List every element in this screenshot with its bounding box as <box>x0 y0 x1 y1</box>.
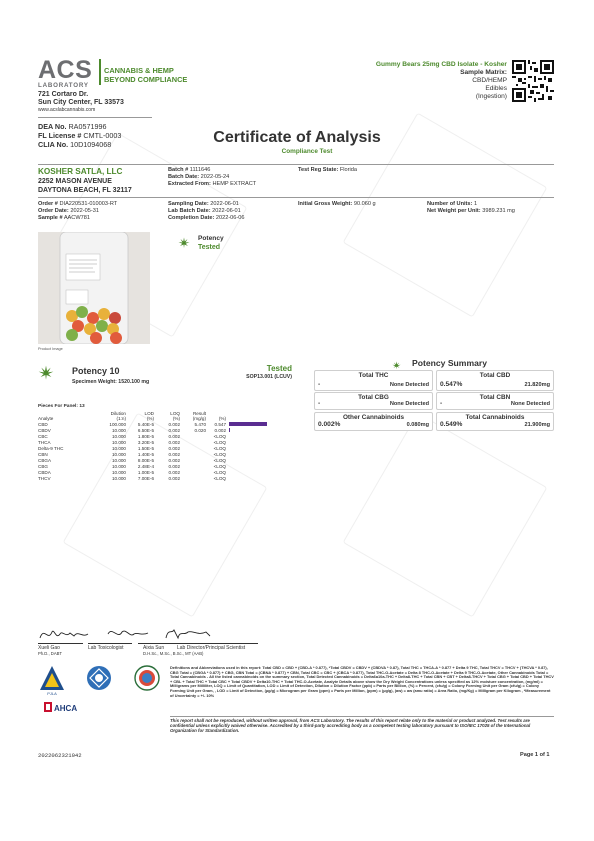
product-header <box>376 61 507 101</box>
total-cannabinoids-label: Total Cannabinoids <box>465 414 525 421</box>
potency10-status: Tested <box>266 364 292 373</box>
percent-cell: <LOQ <box>213 452 226 458</box>
percent-cell: <LOQ <box>213 439 226 445</box>
definitions-text: Definitions and Abbreviations used in this report: Total CBD = CBD + (CBD-A * 0.877), *Total CBDV = CBDV + (CBDVA * 0.87), Total THC = THCA-A * 0.877 + Delta 9 THC, Total THCV = THCV + (THCVA * 0.87), CBG Total = (CBGA * 0.877) + CBG, CBN Total = (CBNA * 0.877) + CBN, Total CBC = CBC + (CBCA * 0.877), Total THC-O-Acetate = Delta 8 THC-O-Acetate + Delta 9 THC-O-Acetate, Other Cannabinoids Total = Total Cannabinoids - All the listed cannabinoids on the summary section, Total Detected Cannabinoids = Delta6a10a-THC + Delta8-THC + Total CBN + CBT + Delta8-THCV + Total CBG + Total CBD + Total THCV + CBL + Total THC + Total CBC + Total CBDV + Delta10-THC + Total THC-O-Acetate, Analyte Details above show the Dry Weight Concentrations unless specified as 12% moisture concentration, (mg/ml) = Milligrams per Milliliter, LOQ = Limit of Quantitation, LOD = Limit of Detection, Dilution = Dilution Factor (ppb) = Parts per Billion, (%) = Percent, (cfu/g) = Colony Forming Unit per Gram (cfu/g) = Colony Forming Unit per Gram, , LOD = Limit of Detection, (µg/g) = Microgram per Gram (ppm) = Parts per Million, (ppm) = (µg/g), (aw) = aw (amu ratio) = Area Ratio, (mg/Kg) = Milligram per Kilogram , *Measurement of Uncertainty = +/- 10% <box>170 665 554 698</box>
acs-logo <box>38 58 98 90</box>
percent-cell: <LOQ <box>213 458 226 464</box>
sample-matrix-3: (Ingestion) <box>475 93 507 100</box>
total-cbd-box <box>436 370 554 391</box>
order-block <box>38 201 117 221</box>
analyte-cell: CBD <box>38 421 48 427</box>
sample-number: Sample # AACW781 <box>38 214 90 221</box>
dilution-cell: 10.000 <box>111 470 126 476</box>
signer-2-role: Lab Director/Principal Scientist <box>177 645 246 651</box>
completion-date: Completion Date: 2022-06-06 <box>168 214 245 221</box>
result-cell <box>180 476 206 482</box>
logo-laboratory-text: LABORATORY <box>38 82 89 89</box>
dea-number: DEA No. RA0571996 <box>38 122 107 131</box>
potency-summary-title: Potency Summary <box>412 358 487 368</box>
page-number: Page 1 of 1 <box>520 752 550 758</box>
signatures-graphic <box>38 624 213 644</box>
loq-cell: 0.002 <box>168 464 180 470</box>
cannabis-leaf-icon <box>392 357 401 366</box>
signer-1-name: Xueli Gao <box>38 645 60 651</box>
lod-cell: 1.40E-5 <box>137 452 154 458</box>
specimen-weight: Specimen Weight: 1520.100 mg <box>72 379 150 385</box>
client-block <box>38 167 132 195</box>
loq-cell: 0.002 <box>168 421 180 427</box>
svg-text:AHCA: AHCA <box>54 704 78 713</box>
analyte-cell: Delta-9 THC <box>38 445 64 451</box>
other-cannabinoids-box <box>314 412 433 431</box>
other-cannabinoids-mg: 0.080mg <box>406 422 429 428</box>
loq-cell: 0.002 <box>168 476 180 482</box>
logo-tagline <box>104 66 187 84</box>
signature-line-2 <box>88 643 132 644</box>
dilution-cell: 100.000 <box>109 421 126 427</box>
page-title: Certificate of Analysis <box>213 129 381 146</box>
signer-2-name: Aixia Sun <box>143 645 165 651</box>
address-line1: 721 Cortaro Dr. <box>38 91 89 98</box>
total-thc-label: Total THC <box>358 372 389 379</box>
clia-number: CLIA No. 10D1094068 <box>38 140 112 149</box>
potency10-title: Potency 10 <box>72 366 120 376</box>
loq-cell: 0.002 <box>168 470 180 476</box>
client-city: DAYTONA BEACH, FL 32117 <box>38 187 132 194</box>
potency10-status-block <box>200 364 292 381</box>
signer-1 <box>38 645 62 657</box>
analyte-cell: CBC <box>38 433 48 439</box>
sampling-date: Sampling Date: 2022-06-01 <box>168 201 239 207</box>
potency-table <box>38 411 294 482</box>
potency10-sop: SOP13.001 (LCUV) <box>246 374 292 380</box>
potency-badge-status: Tested <box>198 244 221 251</box>
lod-cell: 7.00E-6 <box>137 476 154 482</box>
col-analyte: Analyte <box>38 416 54 421</box>
gross-weight: Initial Gross Weight: 90.060 g <box>298 201 376 207</box>
logo-divider <box>99 59 101 85</box>
signer-1-role: Lab Toxicologist <box>88 645 124 651</box>
loq-cell: 0.002 <box>168 439 180 445</box>
total-cbd-mg: 21.820mg <box>524 382 550 388</box>
product-name: Gummy Bears 25mg CBD Isolate - Kosher <box>375 61 507 68</box>
dilution-cell: 10.000 <box>111 458 126 464</box>
loq-cell: 0.002 <box>168 427 180 433</box>
ahca-logo <box>44 700 80 714</box>
order-number: Order # DIA220531-010003-RT <box>38 201 118 207</box>
total-cbn-mg: None Detected <box>510 401 550 407</box>
potency-badge <box>198 235 224 252</box>
batch-date: Batch Date: 2022-05-24 <box>168 173 230 180</box>
loq-cell: 0.002 <box>168 433 180 439</box>
percent-bar <box>229 428 230 432</box>
total-cbn-label: Total CBN <box>479 394 511 401</box>
loq-cell: 0.002 <box>168 445 180 451</box>
pieces-for-panel: Pieces For Panel: 13 <box>38 404 85 409</box>
watermark-shape <box>343 413 548 618</box>
lod-cell: 8.00E-5 <box>137 458 154 464</box>
percent-cell: 0.002 <box>214 427 226 433</box>
percent-cell: <LOQ <box>213 445 226 451</box>
dilution-cell: 10.000 <box>111 476 126 482</box>
sample-matrix-label: Sample Matrix: <box>460 69 507 76</box>
product-image <box>38 232 150 344</box>
lod-cell: 5.40E-5 <box>137 421 154 427</box>
total-cbd-label: Total CBD <box>479 372 511 379</box>
dilution-cell: 10.000 <box>111 445 126 451</box>
address-divider <box>38 117 152 118</box>
sample-matrix-1: CBD/HEMP <box>472 77 507 84</box>
tagline-line1: CANNABIS & HEMP <box>104 66 174 75</box>
cannabis-leaf-icon <box>38 365 54 381</box>
logo-acs-text: ACS <box>38 56 93 84</box>
analyte-cell: CBN <box>38 452 48 458</box>
col-bar <box>226 411 294 421</box>
total-cannabinoids-box <box>436 412 554 431</box>
analyte-cell: CBGA <box>38 458 52 464</box>
total-thc-box <box>314 370 433 391</box>
qr-code[interactable] <box>512 60 554 102</box>
signature-line-3 <box>138 643 258 644</box>
disclaimer-text: This report shall not be reproduced, without written approval, from ACS Laboratory. The results of this report relate only to the material or product analyzed. Test results are confidential unless explicitly waived otherwise. Accredited by a third-party accrediting body as a competent testing laboratory pursuant to ISO/IEC 17025 of the International Organization for Standardization. <box>170 718 531 734</box>
total-cbn-pct: - <box>440 400 443 407</box>
lod-cell: 2.48E-4 <box>137 464 154 470</box>
lab-website: www.acslabcannabis.com <box>38 107 96 114</box>
potency-badge-title: Potency <box>198 235 224 242</box>
total-cannabinoids-mg: 21.900mg <box>524 422 550 428</box>
batch-block <box>168 167 256 187</box>
percent-cell: <LOQ <box>213 433 226 439</box>
sample-matrix-2: Edibles <box>485 85 507 92</box>
result-cell: 5.470 <box>194 421 206 427</box>
florida-seal-icon <box>134 665 160 691</box>
batch-number: Batch # 1111646 <box>168 167 211 173</box>
signature-line-1 <box>38 643 83 644</box>
dilution-cell: 10.000 <box>111 464 126 470</box>
client-street: 2252 MASON AVENUE <box>38 178 112 185</box>
table-header-row <box>38 411 294 421</box>
cannabis-leaf-icon <box>178 236 190 248</box>
col-loq: LOQ (%) <box>170 411 180 421</box>
percent-bar-cell <box>226 476 294 482</box>
dilution-cell: 10.000 <box>111 452 126 458</box>
other-cannabinoids-label: Other Cannabinoids <box>342 414 405 421</box>
total-thc-pct: - <box>318 381 321 388</box>
lod-cell: 1.50E-5 <box>137 445 154 451</box>
total-cbg-mg: None Detected <box>389 401 429 407</box>
footer-report-id: 2022062321042 <box>38 752 82 759</box>
dates-block <box>168 201 245 221</box>
page-subtitle: Compliance Test <box>281 148 333 155</box>
address-line2: Sun City Center, FL 33573 <box>38 99 124 107</box>
definitions-divider <box>170 716 554 717</box>
lod-cell: 3.20E-5 <box>137 439 154 445</box>
total-cbn-box <box>436 392 554 410</box>
dilution-cell: 10.000 <box>111 427 126 433</box>
analyte-cell: CBG <box>38 464 48 470</box>
total-thc-mg: None Detected <box>389 382 429 388</box>
lod-cell: 1.80E-5 <box>137 433 154 439</box>
product-image-label: Product Image <box>38 347 63 351</box>
dilution-cell: 10.000 <box>111 433 126 439</box>
percent-cell: 0.547 <box>214 421 226 427</box>
tagline-line2: BEYOND COMPLIANCE <box>104 75 188 84</box>
units-block <box>427 201 515 215</box>
total-cbd-pct: 0.547% <box>440 381 463 388</box>
net-weight-per-unit: Net Weight per Unit: 3989.231 mg <box>427 207 515 214</box>
table-row <box>38 476 294 482</box>
client-name: KOSHER SATLA, LLC <box>38 167 123 176</box>
title-divider <box>38 164 554 165</box>
percent-bar <box>229 422 267 426</box>
loq-cell: 0.002 <box>168 452 180 458</box>
test-reg-state: Test Reg State: Florida <box>298 167 357 173</box>
col-result: Result (mg/g) <box>192 411 206 421</box>
analyte-cell: CBDA <box>38 470 51 476</box>
analyte-cell: THCV <box>38 476 51 482</box>
analyte-cell: CBDV <box>38 427 51 433</box>
total-cbg-box <box>314 392 433 410</box>
result-cell: 0.020 <box>194 427 206 433</box>
extracted-from: Extracted From: HEMP EXTRACT <box>168 180 257 187</box>
percent-cell: <LOQ <box>213 464 226 470</box>
other-cannabinoids-pct: 0.002% <box>318 421 341 428</box>
percent-cell: <LOQ <box>213 476 226 482</box>
analyte-cell: THCA <box>38 439 51 445</box>
dilution-cell: 10.000 <box>111 439 126 445</box>
col-lod: LOD (%) <box>144 411 154 421</box>
col-percent: (%) <box>218 416 226 421</box>
number-of-units: Number of Units: 1 <box>427 201 478 207</box>
lod-cell: 6.50E-5 <box>137 427 154 433</box>
total-cbg-pct: - <box>318 400 321 407</box>
lab-address <box>38 91 124 114</box>
loq-cell: 0.002 <box>168 458 180 464</box>
total-cannabinoids-pct: 0.549% <box>440 421 463 428</box>
signer-2-credentials: D.H.Sc., M.Sc., B.Sc., MT (AAB) <box>143 651 204 656</box>
total-cbg-label: Total CBG <box>358 394 389 401</box>
report-title-block <box>0 128 594 156</box>
lab-batch-date: Lab Batch Date: 2022-06-01 <box>168 207 241 214</box>
pjla-accreditation-icon <box>38 664 66 696</box>
order-date: Order Date: 2022-05-31 <box>38 207 99 214</box>
lod-cell: 1.00E-5 <box>137 470 154 476</box>
svg-text:PJLA: PJLA <box>47 691 57 696</box>
percent-cell: <LOQ <box>213 470 226 476</box>
fl-license: FL License # CMTL-0003 <box>38 131 122 140</box>
iso-accreditation-icon <box>86 665 112 691</box>
col-dilution: Dilution (1:n) <box>110 411 126 421</box>
signer-1-credentials: Ph.D., DABT <box>38 651 62 656</box>
client-divider <box>38 197 554 198</box>
